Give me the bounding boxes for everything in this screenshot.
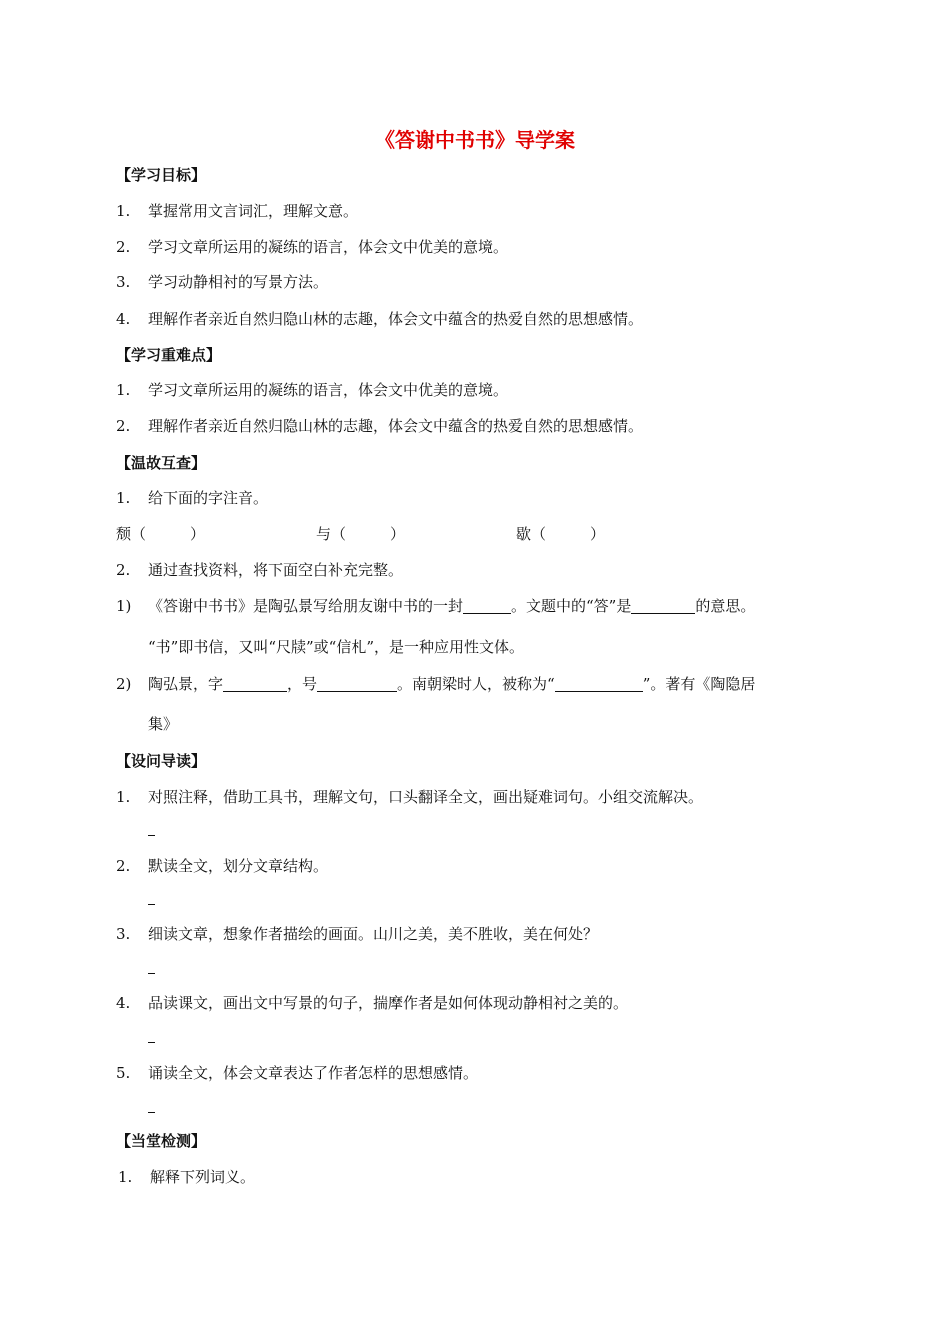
guided-question: 5. 诵读全文，体会文章表达了作者怎样的思想感情。	[116, 1064, 479, 1082]
objective-item: 1. 掌握常用文言词汇，理解文意。	[116, 202, 359, 220]
pinyin-item: 颓（ ）	[116, 525, 206, 543]
guided-question: 3. 细读文章，想象作者描绘的画面。山川之美，美不胜收，美在何处？	[116, 925, 599, 943]
key-point-item: 2. 理解作者亲近自然归隐山林的志趣，体会文中蕴含的热爱自然的思想感情。	[116, 417, 644, 435]
fill-blank[interactable]	[223, 675, 287, 692]
review-question-1: 1. 给下面的字注音。	[116, 489, 269, 507]
review-sub-1: 1) 《答谢中书书》是陶弘景写给朋友谢中书的一封 。文题中的“答”是 的意思。	[116, 597, 756, 615]
fill-blank[interactable]	[317, 675, 397, 692]
review-sub-1-continued: “书”即书信，又叫“尺牍”或“信札”，是一种应用性文体。	[148, 638, 525, 656]
key-point-item: 1. 学习文章所运用的凝练的语言，体会文中优美的意境。	[116, 381, 509, 399]
objective-item: 3. 学习动静相衬的写景方法。	[116, 273, 329, 291]
section-heading-review: 【温故互查】	[116, 454, 207, 472]
fill-blank[interactable]	[463, 597, 511, 614]
check-item: 1. 解释下列词义。	[118, 1168, 256, 1186]
pinyin-item: 歇（ ）	[516, 525, 606, 543]
guided-question: 1. 对照注释，借助工具书，理解文句，口头翻译全文，画出疑难词句。小组交流解决。	[116, 788, 704, 806]
review-sub-2-continued: 集》	[148, 715, 179, 733]
fill-blank[interactable]	[555, 675, 643, 692]
document-title: 《答谢中书书》导学案	[375, 128, 575, 152]
answer-blank[interactable]	[148, 904, 155, 905]
section-heading-objectives: 【学习目标】	[116, 166, 207, 184]
objective-item: 2. 学习文章所运用的凝练的语言，体会文中优美的意境。	[116, 238, 509, 256]
review-sub-2: 2) 陶弘景，字 ，号 。南朝梁时人，被称为“ ”。著有《陶隐居	[116, 675, 756, 693]
fill-blank[interactable]	[631, 597, 695, 614]
answer-blank[interactable]	[148, 1042, 155, 1043]
review-question-2: 2. 通过查找资料，将下面空白补充完整。	[116, 561, 404, 579]
answer-blank[interactable]	[148, 835, 155, 836]
section-heading-guided: 【设问导读】	[116, 752, 207, 770]
guided-question: 4. 品读课文，画出文中写景的句子，揣摩作者是如何体现动静相衬之美的。	[116, 994, 629, 1012]
objective-item: 4. 理解作者亲近自然归隐山林的志趣，体会文中蕴含的热爱自然的思想感情。	[116, 310, 644, 328]
pinyin-item: 与（ ）	[316, 525, 406, 543]
section-heading-check: 【当堂检测】	[116, 1132, 207, 1150]
answer-blank[interactable]	[148, 1112, 155, 1113]
section-heading-key-points: 【学习重难点】	[116, 346, 222, 364]
guided-question: 2. 默读全文，划分文章结构。	[116, 857, 329, 875]
answer-blank[interactable]	[148, 973, 155, 974]
